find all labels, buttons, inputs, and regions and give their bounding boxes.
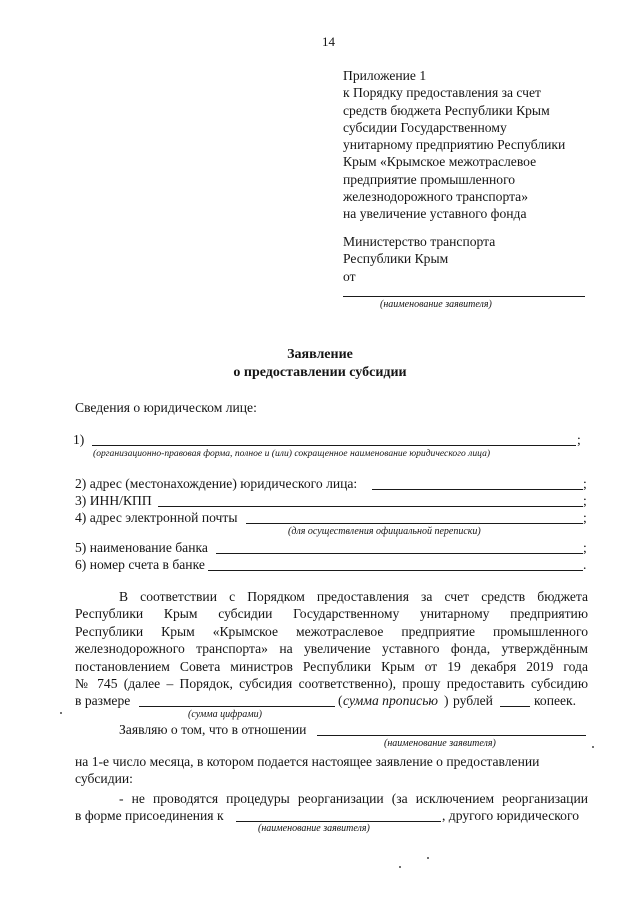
amount-rubles: рублей xyxy=(453,693,493,708)
appendix-line: Крым «Крымское межотраслевое xyxy=(343,154,537,170)
paragraph-line: Республики Крым субсидии Государственному унитарному предприятию xyxy=(75,606,588,622)
addressee-line: Министерство транспорта xyxy=(343,234,496,249)
declaration-line-2: на 1-е число месяца, в котором подается настоящее заявление о предоставлении xyxy=(75,754,540,769)
appendix-line: к Порядку предоставления за счет xyxy=(343,85,541,101)
amount-kopecks-blank[interactable] xyxy=(500,706,530,707)
field-5-end: ; xyxy=(583,540,587,555)
applicant-caption: (наименование заявителя) xyxy=(380,299,492,310)
field-4-end: ; xyxy=(583,510,587,525)
field-6-blank[interactable] xyxy=(208,570,583,571)
amount-kopecks: копеек. xyxy=(534,693,577,708)
appendix-line: унитарному предприятию Республики xyxy=(343,137,566,153)
field-4-blank[interactable] xyxy=(246,523,583,524)
bullet-prefix: в форме присоединения к xyxy=(75,808,224,823)
field-2-label: 2) адрес (местонахождение) юридического лица: xyxy=(75,476,358,491)
scan-speck xyxy=(399,866,401,868)
bullet-caption: (наименование заявителя) xyxy=(258,823,370,834)
field-2-blank[interactable] xyxy=(372,489,583,490)
bullet-paragraph xyxy=(75,790,588,807)
amount-words-label: сумма прописью xyxy=(343,693,438,708)
declaration-applicant-blank[interactable] xyxy=(317,735,586,736)
paragraph-line: постановлением Совета министров Республики Крым от 19 декабря 2019 года xyxy=(75,658,588,674)
field-6-label: 6) номер счета в банке xyxy=(75,557,205,572)
amount-close-paren: ) xyxy=(444,693,449,708)
bullet-applicant-blank[interactable] xyxy=(236,821,441,822)
appendix-line: средств бюджета Республики Крым xyxy=(343,102,550,118)
field-3-blank[interactable] xyxy=(158,506,583,507)
page-number: 14 xyxy=(322,34,335,49)
appendix-line: Приложение 1 xyxy=(343,68,427,83)
amount-prefix: в размере xyxy=(75,693,131,708)
field-2-end: ; xyxy=(583,476,587,491)
field-5-label: 5) наименование банка xyxy=(75,540,208,555)
field-4-label: 4) адрес электронной почты xyxy=(75,510,238,525)
declaration-caption: (наименование заявителя) xyxy=(384,738,496,749)
scan-speck xyxy=(427,857,429,859)
document-subtitle: о предоставлении субсидии xyxy=(233,365,407,380)
amount-open-paren: ( xyxy=(338,693,343,708)
field-4-caption: (для осуществления официальной переписки) xyxy=(288,526,481,537)
field-3-end: ; xyxy=(583,493,587,508)
field-5-blank[interactable] xyxy=(216,553,583,554)
paragraph-line: железнодорожного транспорта» на увеличение уставного фонда, утверждённым xyxy=(75,641,588,657)
field-3-label: 3) ИНН/КПП xyxy=(75,493,152,508)
amount-digits-caption: (сумма цифрами) xyxy=(188,709,262,720)
appendix-line: субсидии Государственному xyxy=(343,119,507,135)
scan-speck xyxy=(60,712,62,714)
declaration-text: Заявляю о том, что в отношении xyxy=(119,722,307,737)
paragraph-line: № 745 (далее – Порядок, субсидия соответственно), прошу предоставить субсидию xyxy=(75,676,588,692)
legal-entity-heading: Сведения о юридическом лице: xyxy=(75,400,257,415)
main-paragraph xyxy=(75,588,588,692)
field-1-end: ; xyxy=(577,432,581,447)
field-6-end: . xyxy=(583,557,587,572)
bullet-suffix: , другого юридического xyxy=(442,808,579,823)
addressee-line: Республики Крым xyxy=(343,251,449,267)
applicant-name-blank[interactable] xyxy=(343,296,585,297)
document-title: Заявление xyxy=(287,347,353,362)
paragraph-line: Республики Крым «Крымское межотраслевое предприятие промышленного xyxy=(75,623,588,639)
appendix-line: на увеличение уставного фонда xyxy=(343,206,527,222)
appendix-line: предприятие промышленного xyxy=(343,171,516,187)
field-1-blank[interactable] xyxy=(92,445,576,446)
declaration-line-3: субсидии: xyxy=(75,771,133,786)
field-1-caption: (организационно-правовая форма, полное и (или) сокращенное наименование юридического лица) xyxy=(93,448,491,459)
addressee-line: от xyxy=(343,268,356,284)
amount-digits-blank[interactable] xyxy=(139,706,335,707)
scan-speck xyxy=(592,746,594,748)
addressee-block xyxy=(343,233,628,285)
field-1-number: 1) xyxy=(73,432,85,447)
appendix-line: железнодорожного транспорта» xyxy=(343,189,529,205)
bullet-line-1: - не проводятся процедуры реорганизации (за исключением реорганизации xyxy=(119,791,588,806)
appendix-block xyxy=(343,67,628,223)
paragraph-line: В соответствии с Порядком предоставления за счет средств бюджета xyxy=(119,589,588,604)
